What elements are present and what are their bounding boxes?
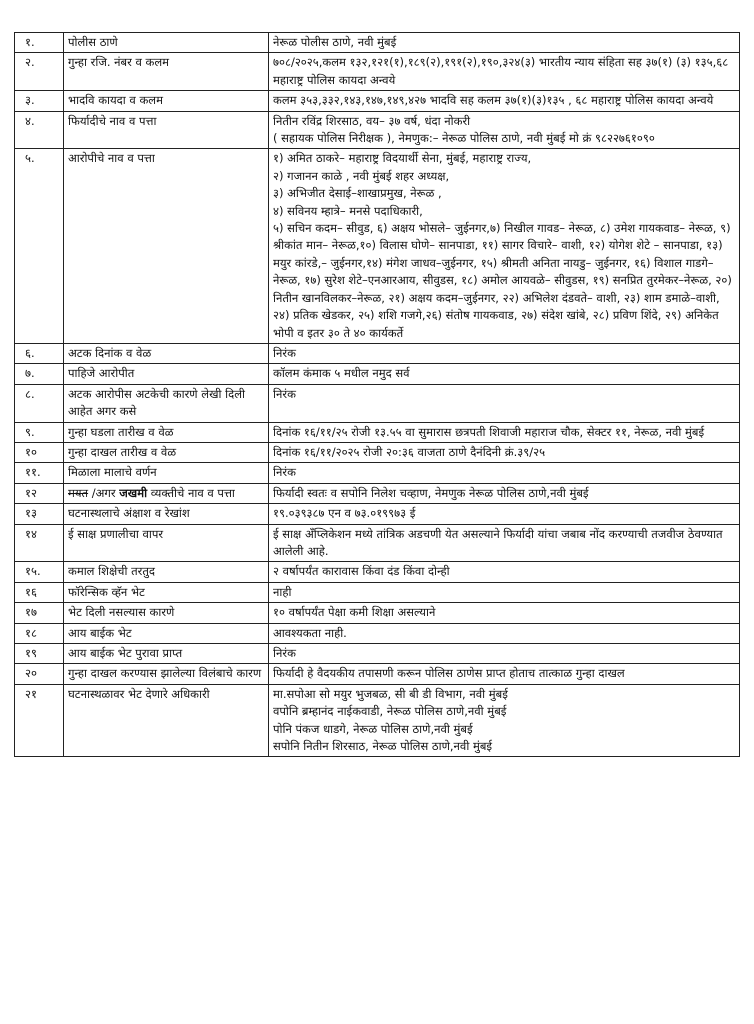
value-line: कॉलम कंमाक ५ मधील नमुद सर्व — [273, 366, 410, 381]
table-row — [15, 483, 740, 503]
table-row — [15, 524, 740, 562]
value-line: १) अमित ठाकरे– महाराष्ट्र विदयार्थी सेना, मुंबई, महाराष्ट्र राज्य, — [273, 151, 532, 166]
row-number: २० — [15, 664, 64, 684]
value-line: २ वर्षापर्यंत कारावास किंवा दंड किंवा दोन्ही — [273, 564, 450, 579]
row-value — [269, 603, 740, 623]
row-number: ४. — [15, 111, 64, 149]
value-line: आवश्यकता नाही. — [273, 625, 347, 640]
value-line: ४) सविनय म्हात्रे– मनसे पदाधिकारी, — [273, 203, 423, 218]
row-number: २१ — [15, 684, 64, 757]
table-row — [15, 562, 740, 582]
row-number: ३. — [15, 91, 64, 111]
row-value — [269, 483, 740, 503]
value-line: निरंक — [273, 386, 296, 401]
value-line: वपोनि ब्रम्हानंद नाईकवाडी, नेरूळ पोलिस ठाणे,नवी मुंबई — [273, 704, 507, 719]
table-row — [15, 343, 740, 363]
row-value — [269, 149, 740, 343]
row-value — [269, 504, 740, 524]
row-value — [269, 623, 740, 643]
row-value — [269, 562, 740, 582]
row-value — [269, 91, 740, 111]
table-row — [15, 603, 740, 623]
row-value — [269, 463, 740, 483]
label-part-rest: व्यक्तीचे नाव व पत्ता — [147, 485, 235, 500]
row-value — [269, 364, 740, 384]
row-label — [64, 483, 269, 503]
table-row — [15, 442, 740, 462]
row-value — [269, 343, 740, 363]
row-number: ५. — [15, 149, 64, 343]
row-number: १२ — [15, 483, 64, 503]
row-label: अटक आरोपीस अटकेची कारणे लेखी दिली आहेत अगर कसे — [64, 384, 269, 422]
row-value — [269, 422, 740, 442]
value-line: मा.सपोआ सो मयुर भुजबळ, सी बी डी विभाग, नवी मुंबई — [273, 686, 508, 701]
label-part-struck: मयत — [68, 485, 89, 500]
table-row — [15, 364, 740, 384]
row-value — [269, 684, 740, 757]
value-line: फिर्यादी स्वतः व सपोनि निलेश चव्हाण, नेमणुक नेरूळ पोलिस ठाणे,नवी मुंबई — [273, 485, 589, 500]
fir-table-body — [15, 33, 740, 757]
value-line: ७०८/२०२५,कलम १३२,१२१(१),१८९(२),१९१(२),१९०,३२४(३) भारतीय न्याय संहिता सह ३७(१) (३) १३५,६८ महाराष्ट्र पोलिस कायदा अन्वये — [273, 55, 729, 87]
value-line: नेरूळ पोलीस ठाणे, नवी मुंबई — [273, 35, 397, 49]
value-line: ५) सचिन कदम– सीवुड, ६) अक्षय भोसले– जुईनगर,७) निखील गावड– नेरूळ, ८) उमेश गायकवाड– नेरूळ, ९) श्रीकांत मान– नेरूळ,१०) विलास घोणे– सानपाडा, ११) सागर विचारे– वाशी, १२) योगेश शेटे – सानपाडा, १३) मयुर कांरडे,– जुईनगर,१४) मंगेश जाधव–जुईनगर, १५) श्रीमती अनिता नायडु– जुईनगर, १६) विशाल गाडगे–नेरूळ, १७) सुरेश शेटे–एनआरआय, सीवुडस, १८) अमोल आयवळे– सीवुडस, १९) सनप्रित तुरमेकर–नेरूळ, २०) नितीन खानविलकर–नेरूळ, २१) अक्षय कदम–जुईनगर, २२) अभिलेश दंडवते– वाशी, २३) शाम डमाळे–वाशी, २४) प्रतिक खेडकर, २५) शशि गजगे,२६) संतोष गायकवाड, २७) संदेश खांबे, २८) प्रविण शिंदे, २९) अनिकेत भोपी व इतर ३० ते ४० कार्यकर्ते — [273, 221, 732, 340]
table-row — [15, 664, 740, 684]
row-label: आरोपीचे नाव व पत्ता — [64, 149, 269, 343]
row-label: घटनास्थळावर भेट देणारे अधिकारी — [64, 684, 269, 757]
table-row — [15, 582, 740, 602]
row-label: गुन्हा घडला तारीख व वेळ — [64, 422, 269, 442]
row-number: १५. — [15, 562, 64, 582]
row-value — [269, 582, 740, 602]
table-row — [15, 111, 740, 149]
value-line: नितीन रविंद्र शिरसाठ, वय– ३७ वर्ष, धंदा नोकरी — [273, 113, 471, 128]
row-number: १. — [15, 33, 64, 53]
row-value — [269, 442, 740, 462]
row-label: पोलीस ठाणे — [64, 33, 269, 53]
row-value — [269, 33, 740, 53]
table-row — [15, 504, 740, 524]
row-label: गुन्हा दाखल तारीख व वेळ — [64, 442, 269, 462]
row-label: घटनास्थलाचे अंक्षाश व रेखांश — [64, 504, 269, 524]
row-number: २. — [15, 53, 64, 91]
value-line: ३) अभिजीत देसाई–शाखाप्रमुख, नेरूळ , — [273, 186, 442, 201]
value-line: फिर्यादी हे वैदयकीय तपासणी करून पोलिस ठाणेस प्राप्त होताच तात्काळ गुन्हा दाखल — [273, 666, 625, 681]
row-label: फिर्यादीचे नाव व पत्ता — [64, 111, 269, 149]
row-label: फॉरेन्सिक व्हॅन भेट — [64, 582, 269, 602]
row-number: ११. — [15, 463, 64, 483]
fir-details-table — [14, 32, 740, 757]
table-row — [15, 623, 740, 643]
row-label: आय बाईक भेट — [64, 623, 269, 643]
value-line: ई साक्ष अँप्लिकेशन मध्ये तांत्रिक अडचणी येत असल्याने फिर्यादी यांचा जबाब नोंद करण्याची तजवीज ठेवण्यात आलेली आहे. — [273, 526, 723, 558]
table-row — [15, 33, 740, 53]
row-number: १९ — [15, 644, 64, 664]
label-part-bold: जखमी — [119, 485, 148, 500]
table-row — [15, 91, 740, 111]
value-line: नाही — [273, 584, 292, 599]
row-value — [269, 664, 740, 684]
row-number: ६. — [15, 343, 64, 363]
value-line: २) गजानन काळे , नवी मुंबई शहर अध्यक्ष, — [273, 168, 450, 183]
table-row — [15, 149, 740, 343]
row-number: ८. — [15, 384, 64, 422]
label-part-mid: /अगर — [88, 485, 120, 500]
value-line: १९.०३९३८७ एन व ७३.०१९९७३ ई — [273, 506, 416, 521]
row-label: मिळाला मालाचे वर्णन — [64, 463, 269, 483]
row-label: आय बाईक भेट पुरावा प्राप्त — [64, 644, 269, 664]
value-line: १० वर्षापर्यंत पेक्षा कमी शिक्षा असल्याने — [273, 605, 436, 620]
row-label: गुन्हा दाखल करण्यास झालेल्या विलंबाचे कारण — [64, 664, 269, 684]
row-label: ई साक्ष प्रणालीचा वापर — [64, 524, 269, 562]
value-line: दिनांक १६/११/२५ रोजी १३.५५ वा सुमारास छत्रपती शिवाजी महाराज चौक, सेक्टर ११, नेरूळ, नवी मुंबई — [273, 424, 705, 439]
row-label: पाहिजे आरोपीत — [64, 364, 269, 384]
row-label: भेट दिली नसल्यास कारणे — [64, 603, 269, 623]
value-line: सपोनि नितीन शिरसाठ, नेरूळ पोलिस ठाणे,नवी मुंबई — [273, 739, 493, 754]
row-value — [269, 53, 740, 91]
row-number: ९. — [15, 422, 64, 442]
row-number: १० — [15, 442, 64, 462]
row-label: भादवि कायदा व कलम — [64, 91, 269, 111]
row-label: अटक दिनांक व वेळ — [64, 343, 269, 363]
value-line: ( सहायक पोलिस निरीक्षक ), नेमणुक:– नेरूळ पोलिस ठाणे, नवी मुंबई मो क्रं ९८२२७६१०९० — [273, 131, 655, 146]
table-row — [15, 384, 740, 422]
fir-summary-sheet — [14, 32, 738, 757]
table-row — [15, 684, 740, 757]
row-number: १४ — [15, 524, 64, 562]
row-number: १३ — [15, 504, 64, 524]
row-label: कमाल शिक्षेची तरतुद — [64, 562, 269, 582]
row-value — [269, 644, 740, 664]
row-value — [269, 384, 740, 422]
value-line: निरंक — [273, 465, 296, 480]
row-label: गुन्हा रजि. नंबर व कलम — [64, 53, 269, 91]
table-row — [15, 644, 740, 664]
value-line: निरंक — [273, 646, 296, 660]
row-value — [269, 524, 740, 562]
row-number: १८ — [15, 623, 64, 643]
row-number: १७ — [15, 603, 64, 623]
table-row — [15, 422, 740, 442]
value-line: निरंक — [273, 345, 296, 360]
row-number: १६ — [15, 582, 64, 602]
table-row — [15, 53, 740, 91]
row-value — [269, 111, 740, 149]
value-line: कलम ३५३,३३२,१४३,१४७,१४९,४२७ भादवि सह कलम ३७(१)(३)१३५ , ६८ महाराष्ट्र पोलिस कायदा अन्वये — [273, 93, 714, 108]
value-line: दिनांक १६/११/२०२५ रोजी २०:३६ वाजता ठाणे दैनंदिनी क्रं.३९/२५ — [273, 444, 546, 459]
value-line: पोनि पंकज धाडगे, नेरूळ पोलिस ठाणे,नवी मुंबई — [273, 721, 473, 736]
row-number: ७. — [15, 364, 64, 384]
table-row — [15, 463, 740, 483]
